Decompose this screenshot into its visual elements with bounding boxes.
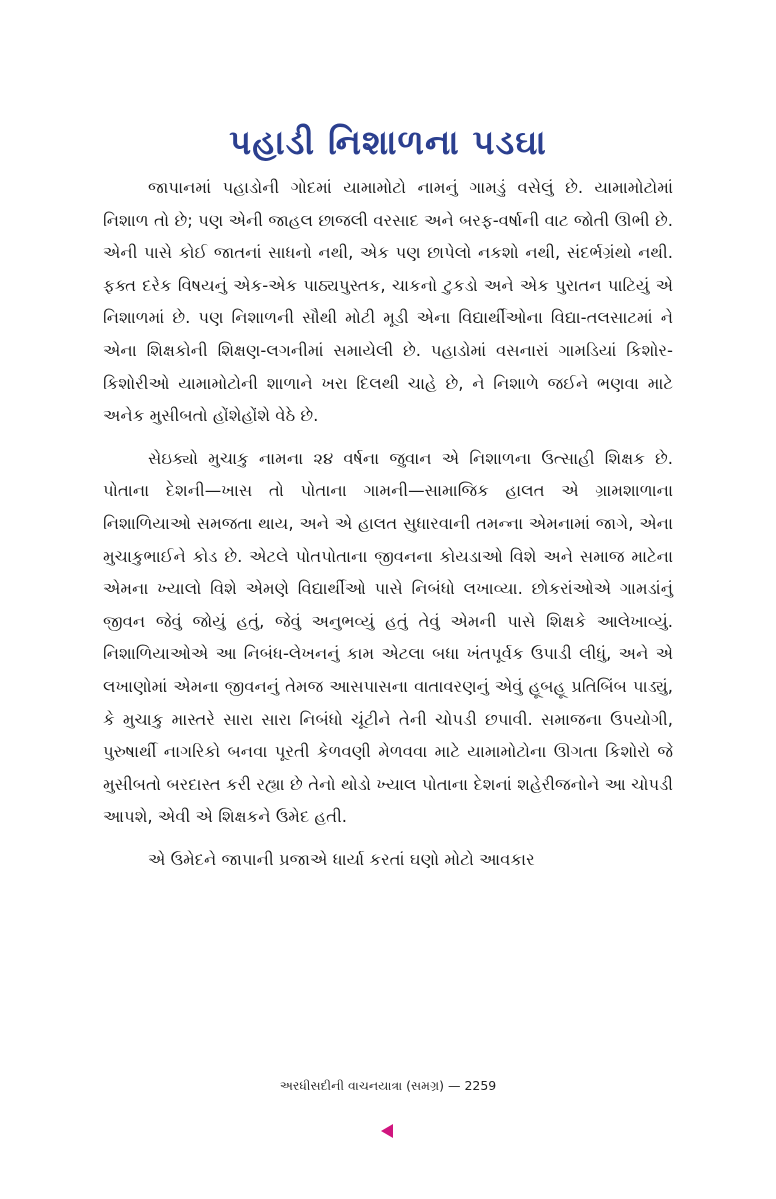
page-footer: અરધીસદીની વાચનયાત્રા (સમગ્ર) — 2259	[279, 1078, 497, 1093]
previous-page-arrow-icon[interactable]	[381, 1124, 393, 1138]
paragraph: જાપાનમાં પહાડોની ગોદમાં યામામોટો નામનું ગામડું વસેલું છે. યામામોટોમાં નિશાળ તો છે; પણ એની જાહલ છાજલી વરસાદ અને બરફ-વર્ષાની વાટ જોતી ઊભી છે. એની પાસે કોઈ જાતનાં સાધનો નથી, એક પણ છાપેલો નકશો નથી, સંદર્ભગ્રંથો નથી. ફક્ત દરેક વિષયનું એક-એક પાઠ્યપુસ્તક, ચાકનો ટુકડો અને એક પુરાતન પાટિયું એ નિશાળમાં છે. પણ નિશાળની સૌથી મોટી મૂડી એના વિદ્યાર્થીઓના વિદ્યા-તલસાટમાં ને એના શિક્ષકોની શિક્ષણ-લગનીમાં સમાયેલી છે. પહાડોમાં વસનારાં ગામડિયાં કિશોર-કિશોરીઓ યામામોટોની શાળાને ખરા દિલથી ચાહે છે, ને નિશાળે જઈને ભણવા માટે અનેક મુસીબતો હોંશેહોંશે વેઠે છે.	[103, 178, 673, 426]
paragraph: સેઇક્યો મુચાકુ નામના ૨૪ વર્ષના જુવાન એ નિશાળના ઉત્સાહી શિક્ષક છે. પોતાના દેશની—ખાસ તો પોતાના ગામની—સામાજિક હાલત એ ગ્રામશાળાના નિશાળિયાઓ સમજતા થાય, અને એ હાલત સુધારવાની તમન્ના એમનામાં જાગે, એના મુચાકુભાઈને કોડ છે. એટલે પોતપોતાના જીવનના કોયડાઓ વિશે અને સમાજ માટેના એમના ખ્યાલો વિશે એમણે વિદ્યાર્થીઓ પાસે નિબંધો લખાવ્યા. છોકરાંઓએ ગામડાંનું જીવન જેવું જોયું હતું, જેવું અનુભવ્યું હતું તેવું એમની પાસે શિક્ષકે આલેખાવ્યું. નિશાળિયાઓએ આ નિબંધ-લેખનનું કામ એટલા બધા ખંતપૂર્વક ઉપાડી લીધું, અને એ લખાણોમાં એમના જીવનનું તેમજ આસપાસના વાતાવરણનું એવું હૂબહૂ પ્રતિબિંબ પાડ્યું, કે મુચાકુ માસ્તરે સારા સારા નિબંધો ચૂંટીને તેની ચોપડી છપાવી. સમાજના ઉપયોગી, પુરુષાર્થી નાગરિકો બનવા પૂરતી કેળવણી મેળવવા માટે યામામોટોના ઊગતા કિશોરો જે મુસીબતો બરદાસ્ત કરી રહ્યા છે તેનો થોડો ખ્યાલ પોતાના દેશનાં શહેરીજનોને આ ચોપડી આપશે, એવી એ શિક્ષકને ઉમેદ હતી.	[103, 448, 673, 827]
page-title: પહાડી નિશાળના પડઘા	[229, 122, 547, 163]
article-body	[103, 172, 673, 886]
paragraph: એ ઉમેદને જાપાની પ્રજાએ ધાર્યા કરતાં ઘણો મોટો આવકાર	[148, 849, 535, 869]
